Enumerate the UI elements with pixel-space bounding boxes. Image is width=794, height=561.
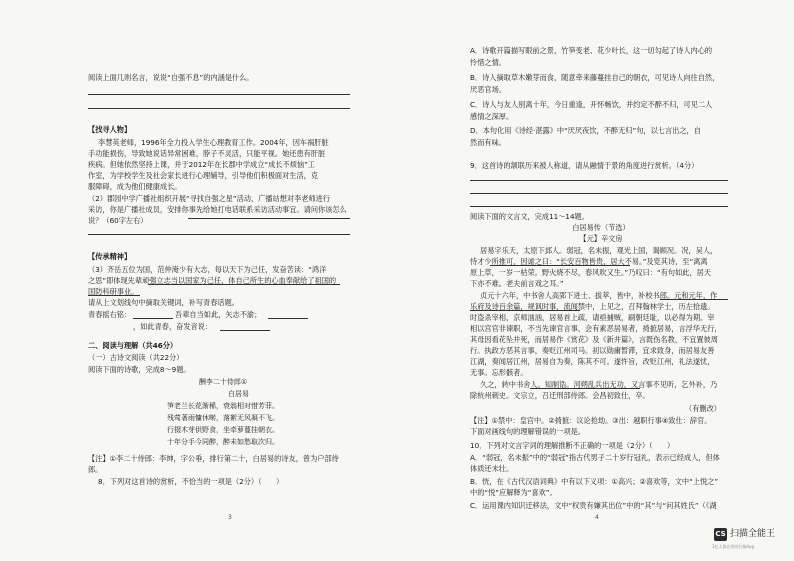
text-author: 【元】辛文房 — [579, 234, 623, 243]
option-b: B．诗人摘取草木嫩芽而食，随意牵来藤蔓挂自己的朝衣，可见诗人向往自然， — [470, 73, 720, 82]
underline-mark — [530, 388, 640, 389]
text-note-cont: 下面对画线句的理解错误的一项是。 — [470, 427, 586, 436]
camscanner-logo-icon: CS — [714, 528, 727, 541]
poem-line: 十年分手今同醉，醉未如愁取次归。 — [167, 438, 279, 446]
page-number-left: 3 — [228, 514, 232, 521]
text-line: 原上草，一岁一枯荣。野火烧不尽，春风吹又生。”乃叹曰：“有句如此，居天 — [470, 268, 712, 277]
text-line: 乐府及诗百余篇，规讽时事，流闻禁中，上见之，召拜翰林学士，历左拾遗。 — [470, 302, 715, 311]
poem-note-cont: 郎。 — [88, 465, 103, 474]
q10-option-b: B．恍，在《古代汉语词典》中有以下义项：①高兴；②喜欢等，文中“上悦之” — [470, 477, 719, 486]
question-header: 阅读上面几则名言，说说“自强不息”的内涵是什么。 — [88, 73, 254, 82]
text-line: 恃才少所推可，因谑之曰：“长安百物皆贵，居大不易。”及览其诗，至“离离 — [470, 257, 708, 266]
text-line: 下亦不难。老夫前言戏之耳。” — [470, 279, 564, 288]
reading-instruction: 阅读下面的文言文，完成11～14题。 — [470, 212, 589, 221]
q10-option-a-cont: 体质还未壮。 — [470, 464, 514, 473]
underline-mark — [490, 265, 630, 266]
q10-option-c: C．运用课内知识迁移法，文中“权贵有嫌其出位”中的“其”与“问其姓氏”（《湖 — [470, 501, 717, 510]
option-d-cont: 然而有味。 — [470, 138, 506, 147]
option-d: D．本句化用《诗经·湛露》中“厌厌夜饮，不醉无归”句，以七言出之，自 — [470, 126, 701, 135]
poem-line: 笋老兰长花渐稀，衰翁相对惜芳菲。 — [167, 402, 279, 410]
bio-line: 服障碍，成为他们健康成长。 — [88, 182, 182, 191]
section-spirit-heading: 【传承精神】 — [88, 252, 132, 261]
text-source: （有删改） — [685, 404, 721, 413]
page-number-right: 4 — [595, 514, 599, 521]
q10-option-a: A．“弱冠，名未振”中的“弱冠”指古代男子二十岁行冠礼，表示已经成人，但体 — [470, 453, 720, 462]
answer-line — [88, 234, 350, 235]
question-2-line: 说？（60字左右） — [88, 216, 148, 225]
answer-line — [88, 94, 350, 95]
text-line: 除杭州刺史。文宗立，召迁刑部侍郎。会昌初致仕，卒。 — [470, 391, 650, 400]
question-3-instruction: 请从上文划线句中摘取关键词，补写青春话题。 — [88, 298, 239, 307]
text-line: 无事。忘形骸者。 — [470, 368, 528, 377]
question-10: 10．下列对文言字词的理解推断不正确的一项是（2分）（ ） — [470, 441, 675, 450]
left-page — [88, 0, 358, 561]
question-2-line: （2）郡园中学广播社组织开展“寻找自强之星”活动，广播站想对李老师进行 — [88, 194, 331, 203]
option-c: C．诗人与友人别离十年，今日重逢，开怀畅饮，并约定不醉不归，可见二人 — [470, 100, 713, 109]
section-2-subtitle: （一）古诗文阅读（共22分） — [88, 353, 184, 362]
text-line: 居易字乐天，太原下邽人。弱冠，名未振，观光上国，谒顾况。况，吴人， — [480, 246, 718, 255]
text-line: 行。执政方恶其言事，奏贬江州司马。初以勋庸暂滞，宜求致身，而居易友善 — [470, 346, 715, 355]
section-find-heading: 【找寻人物】 — [88, 125, 132, 134]
underline-mark — [148, 284, 340, 285]
text-line: 贞元十六年，中书舍人高郢下进士、拔萃，皆中，补校书郎。元和元年，作 — [480, 291, 718, 300]
text-line: 时盗杀宰相，京师汹汹，居易首上疏，请亟捕贼，刷朝廷耻，以必得为期。宰 — [470, 313, 715, 322]
bio-line: 作室，为学校学生及社会家长进行心理辅导，引导他们积极面对生活，克 — [88, 171, 319, 180]
poem-line: 行掇木芽供野食，坐牵萝蔓挂朝衣。 — [167, 426, 279, 434]
text-line: 久之，转中书舍人。知制诰。河朔乱兵出无功，又言事不见听，乞外补，乃 — [480, 380, 718, 389]
bio-line: 李慧英老师，1996年全力投入学生心理教育工作。2004年，因车祸肝脏 — [98, 138, 329, 147]
fill-middle: 吾辈自当如此，矢志不渝； — [175, 310, 262, 319]
fill-blank[interactable] — [268, 318, 308, 319]
answer-line — [470, 180, 728, 181]
fill-blank[interactable] — [133, 318, 173, 319]
poem-title: 酬李二十侍郎① — [198, 378, 248, 386]
text-line: 相以宫官非谏职，不当先谏官言事，会有素恶居易者，掎摭居易，言浮华无行， — [470, 324, 722, 333]
text-note: 【注】①禁中：皇宫中。②掎摭：议论抢劫。③出：越职行事④致仕：辞官。 — [470, 416, 712, 425]
question-3-line: 之思”即体现先辈顽强立志当以国家为己任，体自己所生的心血奉献给了祖国的 — [88, 276, 337, 285]
poem-note: 【注】①李二十侍郎：李绅，字公垂，排行第二十，白居易的诗友，曾为户部侍 — [88, 454, 339, 463]
question-3-line: （3）齐岳五位为国，范仲淹少有大志，每以天下为己任，发奋苦读：“鸿洋 — [88, 265, 327, 274]
right-page — [470, 0, 732, 561]
text-title: 白居易传（节选） — [572, 223, 630, 232]
question-9: 9．这首诗的颔联历来被人称道，请从融情于景的角度进行赏析。（4分） — [470, 161, 699, 170]
section-2-title: 二、阅读与理解（共46分） — [88, 341, 178, 350]
scanner-watermark — [708, 528, 794, 558]
question-2-line: 采访，你是广播社成员，安排你事先给她打电话联系采访活动事宜。请问你该怎么 — [88, 205, 347, 214]
bio-line: 疾病。但她依然坚持上课，并于2012年在长郡中学成立“成长不烦恼”工 — [88, 160, 315, 169]
question-3-line: 国防科研事业。 — [88, 287, 139, 296]
option-b-cont: 厌恶官场。 — [470, 85, 506, 94]
option-a: A．诗歌开篇描写眼前之景，竹笋变老、花少叶长，这一切勾起了诗人内心的 — [470, 46, 713, 55]
bio-line: 手功能损伤，导致她说话异常困难，脖子不灵活，只能平视。她还患有肝脏 — [88, 149, 326, 158]
option-a-cont: 怜惜之情。 — [470, 58, 506, 67]
poem-author: 白居易 — [228, 390, 249, 398]
fill-middle-2: ，如此青春，奋发音说： — [133, 322, 213, 331]
brand-name: 扫描全能王 — [730, 529, 776, 539]
answer-line — [470, 193, 728, 194]
fill-prefix: 青春摇右铭： — [88, 310, 132, 319]
answer-line — [188, 218, 350, 219]
answer-line — [470, 206, 728, 207]
poem-line: 残莺著雨慵休啭，落絮无风凝不飞。 — [167, 414, 279, 422]
underline-mark — [470, 310, 580, 311]
option-c-cont: 感情之深厚。 — [470, 112, 514, 121]
underline-mark — [88, 295, 140, 296]
section-2-instruction: 阅读下面的诗歌，完成8～9题。 — [88, 365, 191, 374]
fill-blank[interactable] — [220, 330, 270, 331]
text-line: 江湖，奏闻居江州，居易自为奏，陈其不可。遂忤旨，改贬江州，礼法遂忧， — [470, 357, 715, 366]
question-8: 8．下列对这首诗的赏析，不恰当的一项是（2分）（ ） — [98, 477, 284, 486]
answer-line — [88, 108, 350, 109]
brand-tagline: 3亿人都在用的扫描App — [712, 544, 755, 549]
q10-option-b-cont: 中的“悦”应解释为“喜欢”。 — [470, 488, 557, 497]
underline-mark — [660, 299, 728, 300]
text-line: 其母因看花坠井死，而居易作《赏花》及《新井篇》，言既伤名教，不宜置彼周 — [470, 335, 718, 344]
